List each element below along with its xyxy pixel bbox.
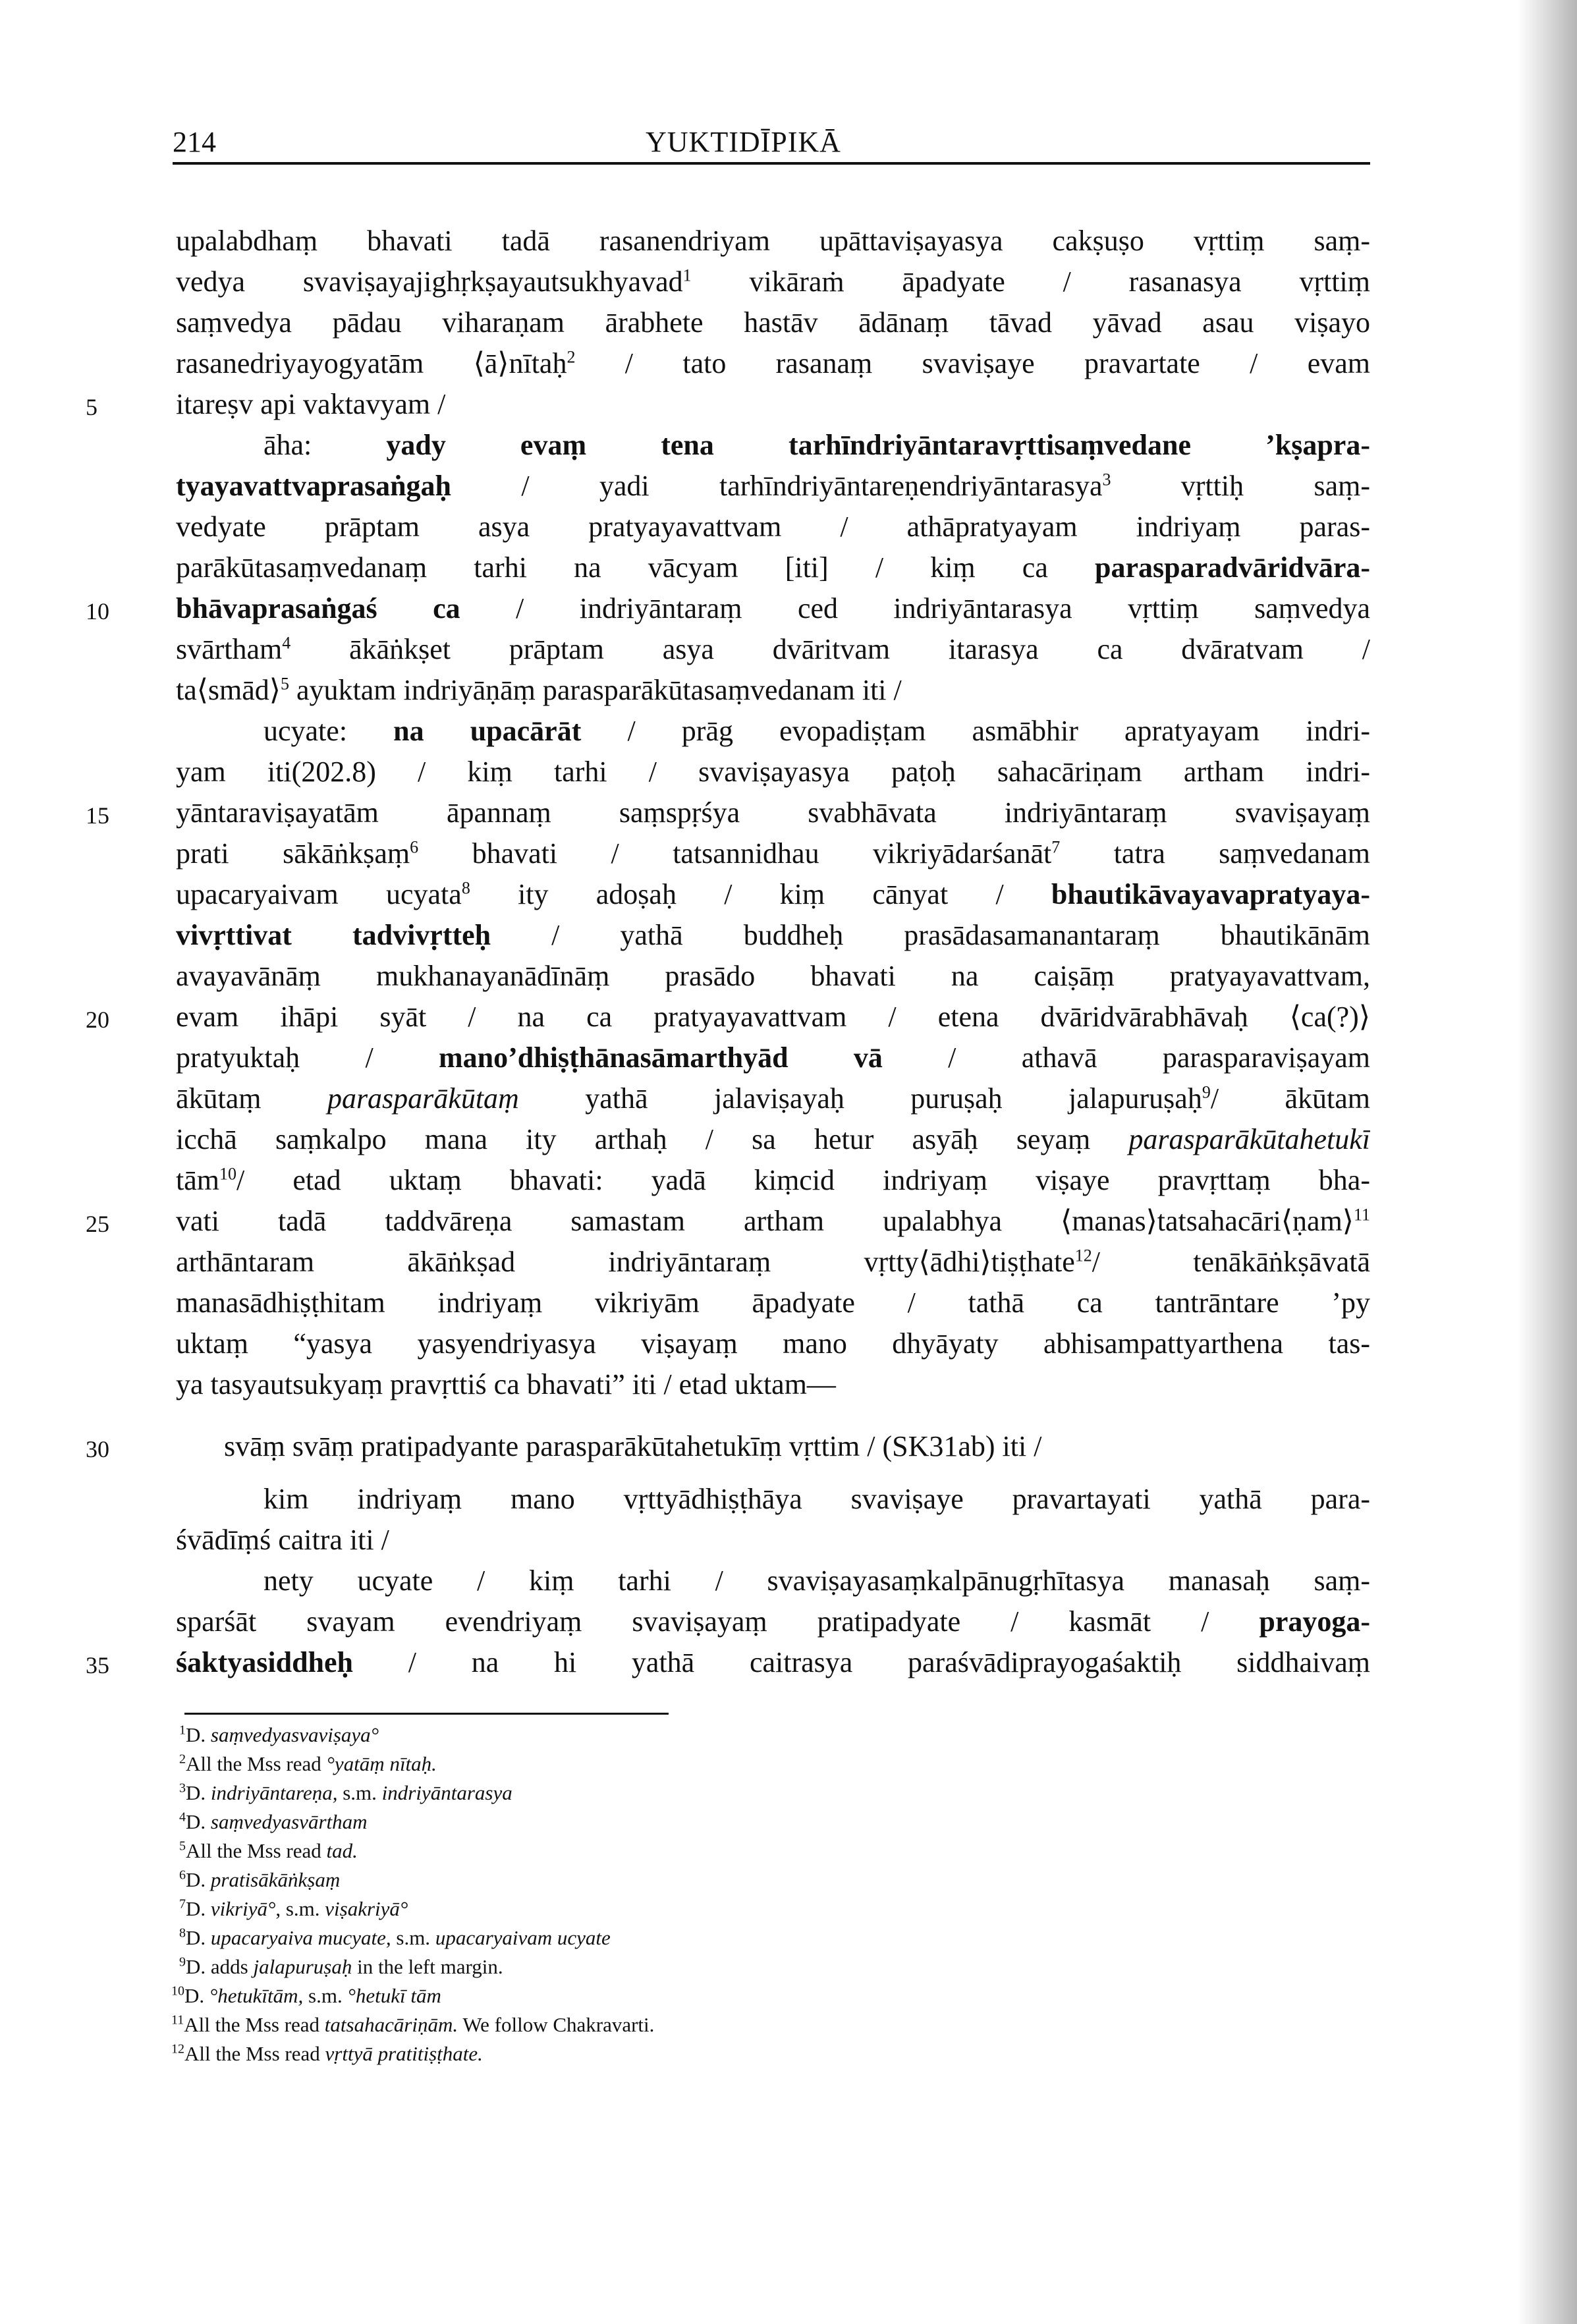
italic-text: tad. [326, 1839, 358, 1862]
text-run: D. [186, 1810, 211, 1833]
text-run: sparśāt svayam evendriyaṃ svaviṣayaṃ pratipadyate / kasmāt / [176, 1605, 1259, 1638]
text-run: kim indriyaṃ mano vṛttyādhiṣṭhāya svaviṣaye pravartayati yathā para- [263, 1483, 1370, 1515]
text-run: yathā jalaviṣayaḥ puruṣaḥ jalapuruṣaḥ [518, 1082, 1202, 1115]
line-number: 30 [86, 1436, 109, 1462]
footnote-marker: 5 [280, 674, 289, 694]
footnote-marker: 3 [179, 1781, 186, 1796]
text-run: / yadi tarhīndriyāntareṇendriyāntarasya [451, 470, 1103, 502]
footnote [179, 1837, 358, 1866]
text-run: D. [186, 1723, 211, 1746]
footnote [179, 1923, 611, 1952]
footnote [171, 2039, 483, 2068]
footnote-marker: 11 [1353, 1205, 1370, 1225]
italic-text: vikriyā° [210, 1897, 276, 1920]
footnote-marker: 7 [1051, 837, 1061, 857]
text-run: arthāntaram ākāṅkṣad indriyāntaraṃ vṛtty⟨ādhi⟩tiṣṭhate [176, 1246, 1075, 1278]
italic-text: saṃvedyasvārtham [210, 1810, 368, 1833]
header-rule [173, 162, 1370, 165]
footnote-marker: 11 [171, 2012, 184, 2028]
text-line [176, 915, 1370, 956]
text-line [176, 1038, 1370, 1078]
text-run: s.m. [337, 1781, 382, 1804]
text-run: All the Mss read [184, 2013, 325, 2036]
text-run: nety ucyate / kiṃ tarhi / svaviṣayasaṃkalpānugṛhītasya manasaḥ saṃ- [263, 1564, 1370, 1597]
text-run: parākūtasaṃvedanaṃ tarhi na vācyam [iti] / kiṃ ca [176, 551, 1095, 584]
text-line [176, 343, 1370, 384]
footnote-marker: 2 [179, 1752, 186, 1767]
scan-page-edge-shadow [1518, 0, 1577, 2324]
text-line [176, 1201, 1370, 1242]
italic-text: viṣakriyā° [325, 1897, 408, 1920]
line-number: 5 [86, 394, 97, 420]
text-line [176, 1520, 1370, 1561]
text-line [176, 997, 1370, 1038]
text-run: upalabdhaṃ bhavati tadā rasanendriyam upāttaviṣayasya cakṣuṣo vṛttiṃ saṃ- [176, 225, 1370, 257]
footnote-rule [184, 1713, 669, 1715]
text-run: ity adoṣaḥ / kiṃ cānyat / [470, 878, 1051, 910]
text-run: manasādhiṣṭhitam indriyaṃ vikriyām āpadyate / tathā ca tantrāntare ’py [176, 1286, 1370, 1319]
text-run: uktaṃ “yasya yasyendriyasya viṣayaṃ mano dhyāyaty abhisampattyarthena tas- [176, 1327, 1370, 1360]
running-title: YUKTIDĪPIKĀ [646, 126, 841, 158]
text-run: / ākūtam [1210, 1082, 1370, 1115]
text-run: ya tasyautsukyaṃ pravṛttiś ca bhavati” iti / etad uktam— [176, 1368, 836, 1400]
text-line [176, 1283, 1370, 1323]
text-run: / athavā parasparaviṣayam [882, 1041, 1370, 1074]
text-line [176, 874, 1370, 915]
text-line [263, 425, 1370, 466]
text-run: rasanedriyayogyatām ⟨ā⟩nītaḥ [176, 347, 567, 379]
text-run: in the left margin. [352, 1955, 503, 1978]
text-run: D. [186, 1781, 211, 1804]
footnote-marker: 6 [410, 837, 419, 857]
footnote-marker: 12 [1074, 1246, 1092, 1265]
italic-text: vṛttyā pratitiṣṭhate. [325, 2042, 483, 2065]
text-line [176, 1119, 1370, 1160]
text-run: vṛttiḥ saṃ- [1111, 470, 1370, 502]
footnote-marker: 3 [1102, 470, 1111, 489]
bold-text: bhautikāvayavapratyaya- [1051, 878, 1370, 910]
text-run: svāṃ svāṃ pratipadyante parasparākūtahetukīṃ vṛttim / (SK31ab) iti / [224, 1430, 1042, 1462]
text-line [176, 1323, 1370, 1364]
footnote-marker: 10 [219, 1164, 236, 1184]
text-run: s.m. [391, 1926, 435, 1949]
text-run: svārtham [176, 633, 283, 665]
text-line [176, 547, 1370, 588]
text-run: saṃvedya pādau viharaṇam ārabhete hastāv ādānaṃ tāvad yāvad asau viṣayo [176, 306, 1370, 339]
bold-text: yady evaṃ tena tarhīndriyāntaravṛttisaṃvedane ’kṣapra- [386, 429, 1370, 461]
text-line [176, 629, 1370, 670]
footnote-marker: 1 [682, 265, 692, 285]
text-run: All the Mss read [186, 1752, 327, 1775]
footnote [171, 1981, 441, 2010]
italic-text: tatsahacāriṇām. [324, 2013, 458, 2036]
text-run: āha: [263, 429, 387, 461]
text-run: vedyate prāptam asya pratyayavattvam / athāpratyayam indriyaṃ paras- [176, 511, 1370, 543]
text-run: prati sākāṅkṣaṃ [176, 837, 410, 870]
text-run: D. [186, 1897, 211, 1920]
italic-text: °hetukī tām [347, 1984, 441, 2007]
bold-text: mano’dhiṣṭhānasāmarthyād vā [439, 1041, 883, 1074]
italic-text: upacaryaivam ucyate [435, 1926, 611, 1949]
text-run: / indriyāntaraṃ ced indriyāntarasya vṛttiṃ saṃvedya [460, 592, 1370, 624]
text-run: s.m. [303, 1984, 348, 2007]
bold-text: tyayavattvaprasaṅgaḥ [176, 470, 452, 502]
footnote-marker: 5 [179, 1839, 186, 1854]
text-run: ayuktam indriyāṇāṃ parasparākūtasaṃvedanam iti / [289, 674, 902, 706]
text-run: / etad uktaṃ bhavati: yadā kiṃcid indriyaṃ viṣaye pravṛttaṃ bha- [236, 1164, 1370, 1196]
text-line [176, 956, 1370, 997]
text-line [176, 792, 1370, 833]
text-run: D. [184, 1984, 209, 2007]
text-run: tatra saṃvedanam [1060, 837, 1370, 870]
text-run: All the Mss read [186, 1839, 327, 1862]
text-run: D. adds [186, 1955, 254, 1978]
text-line [176, 1242, 1370, 1283]
text-line [176, 588, 1370, 629]
italic-text: upacaryaiva mucyate, [210, 1926, 391, 1949]
text-run: ākūtaṃ [176, 1082, 327, 1115]
text-run: upacaryaivam ucyata [176, 878, 462, 910]
text-line [263, 711, 1370, 752]
text-line [176, 466, 1370, 507]
text-run: / tato rasanaṃ svaviṣaye pravartate / evam [575, 347, 1370, 379]
text-run: bhavati / tatsannidhau vikriyādarśanāt [418, 837, 1052, 870]
line-number: 20 [86, 1007, 109, 1033]
italic-text: indriyāntarasya [381, 1781, 512, 1804]
bold-text: parasparadvāridvāra- [1095, 551, 1370, 584]
bold-text: bhāvaprasaṅgaś ca [176, 592, 460, 624]
text-run: We follow Chakravarti. [458, 2013, 655, 2036]
text-line [176, 1078, 1370, 1119]
italic-text: °hetukītām, [209, 1984, 304, 2007]
text-line [176, 1160, 1370, 1201]
text-run: ta⟨smād⟩ [176, 674, 281, 706]
text-run: yam iti(202.8) / kiṃ tarhi / svaviṣayasya paṭoḥ sahacāriṇam artham indri- [176, 756, 1370, 788]
footnote-marker: 10 [171, 1983, 184, 1999]
text-run: tām [176, 1164, 219, 1196]
bold-text: śaktyasiddheḥ [176, 1646, 354, 1678]
italic-text: °yatāṃ nītaḥ. [326, 1752, 437, 1775]
line-number: 10 [86, 598, 109, 624]
text-run: yāntaraviṣayatām āpannaṃ saṃspṛśya svabhāvata indriyāntaraṃ svaviṣayaṃ [176, 796, 1370, 829]
footnote [179, 1952, 503, 1981]
footnote [179, 1866, 340, 1895]
footnote-marker: 7 [179, 1896, 186, 1912]
footnote-marker: 8 [461, 878, 470, 898]
text-line [176, 670, 1370, 711]
footnote [179, 1750, 437, 1779]
footnote [179, 1721, 379, 1750]
text-line [176, 262, 1370, 302]
text-line [224, 1426, 1418, 1467]
bold-text: prayoga- [1259, 1605, 1370, 1638]
text-run: / na hi yathā caitrasya paraśvādiprayogaśaktiḥ siddhaivaṃ [353, 1646, 1370, 1678]
italic-text: pratisākāṅkṣaṃ [210, 1868, 341, 1891]
text-line [176, 221, 1370, 262]
line-number: 15 [86, 802, 109, 829]
text-line [176, 1642, 1370, 1683]
italic-text: saṃvedyasvaviṣaya° [210, 1723, 379, 1746]
text-run: ākāṅkṣet prāptam asya dvāritvam itarasya ca dvāratvam / [290, 633, 1370, 665]
italic-text: parasparākūtaṃ [327, 1082, 519, 1115]
italic-text: jalapuruṣaḥ [253, 1955, 352, 1978]
footnote-marker: 4 [179, 1810, 186, 1825]
text-run: evam ihāpi syāt / na ca pratyayavattvam / etena dvāridvārabhāvaḥ ⟨ca(?)⟩ [176, 1001, 1370, 1033]
text-run: / yathā buddheḥ prasādasamanantaraṃ bhautikānām [491, 919, 1370, 951]
line-number: 25 [86, 1211, 109, 1237]
footnote-marker: 9 [179, 1954, 186, 1970]
text-run: vikāraṁ āpadyate / rasanasya vṛttiṃ [691, 265, 1370, 298]
text-run: ucyate: [263, 715, 394, 747]
text-line [176, 507, 1370, 547]
line-number: 35 [86, 1652, 109, 1678]
text-line [176, 1364, 1370, 1405]
text-line [176, 1601, 1370, 1642]
bold-text: vivṛttivat tadvivṛtteḥ [176, 919, 491, 951]
footnote [179, 1779, 512, 1808]
text-line [176, 752, 1370, 792]
page-number: 214 [173, 126, 216, 158]
text-run: D. [186, 1926, 211, 1949]
text-run: śvādīṃś caitra iti / [176, 1524, 389, 1556]
footnote-marker: 1 [179, 1723, 186, 1738]
footnote-marker: 2 [567, 347, 576, 367]
footnote [179, 1808, 368, 1837]
text-run: / tenākāṅkṣāvatā [1092, 1246, 1370, 1278]
text-run: icchā saṃkalpo mana ity arthaḥ / sa hetur asyāḥ seyaṃ [176, 1123, 1129, 1155]
text-line [263, 1561, 1370, 1601]
text-line [176, 384, 1370, 425]
footnote-marker: 4 [282, 633, 291, 653]
text-line [176, 833, 1370, 874]
text-line [176, 302, 1370, 343]
footnote-marker: 6 [179, 1868, 186, 1883]
text-run: avayavānāṃ mukhanayanādīnāṃ prasādo bhavati na caiṣāṃ pratyayavattvam, [176, 960, 1370, 992]
text-run: pratyuktaḥ / [176, 1041, 439, 1074]
italic-text: indriyāntareṇa, [210, 1781, 338, 1804]
text-run: vati tadā taddvāreṇa samastam artham upalabhya ⟨manas⟩tatsahacāri⟨ṇam⟩ [176, 1205, 1354, 1237]
text-run: itareṣv api vaktavyam / [176, 388, 446, 420]
text-run: , s.m. [275, 1897, 325, 1920]
bold-text: na upacārāt [393, 715, 582, 747]
footnote [179, 1895, 408, 1923]
text-run: D. [186, 1868, 211, 1891]
italic-text: parasparākūtahetukī [1128, 1123, 1370, 1155]
footnote-marker: 8 [179, 1925, 186, 1941]
text-run: All the Mss read [184, 2042, 325, 2065]
text-run: / prāg evopadiṣṭam asmābhir apratyayam indri- [581, 715, 1370, 747]
footnote-marker: 12 [171, 2041, 184, 2057]
text-line [263, 1479, 1370, 1520]
text-run: vedya svaviṣayajighṛkṣayautsukhyavad [176, 265, 683, 298]
footnote [171, 2010, 654, 2039]
footnote-marker: 9 [1202, 1082, 1211, 1102]
